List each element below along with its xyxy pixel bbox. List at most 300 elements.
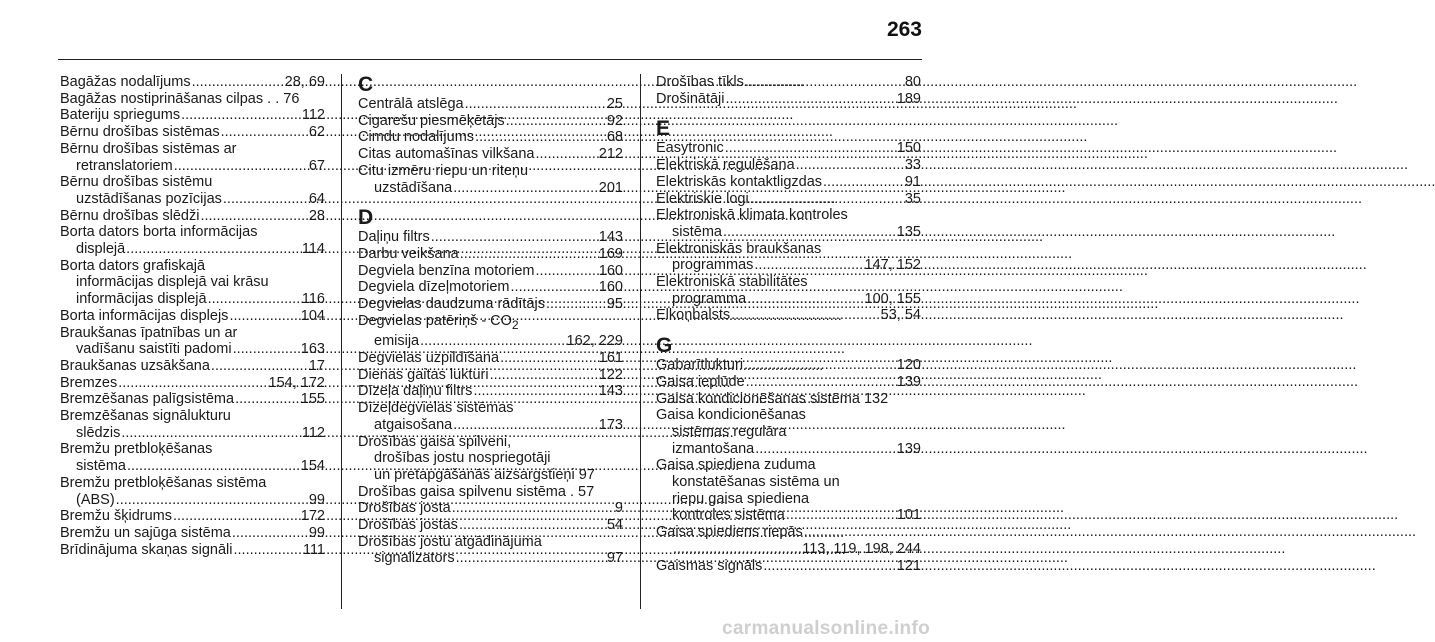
- index-entry-line: [358, 534, 623, 551]
- index-entry: [656, 524, 921, 557]
- index-entry-line: [60, 308, 325, 325]
- index-entry-line: [656, 457, 921, 474]
- index-section-letter: G: [656, 334, 673, 358]
- index-entry-line: [656, 224, 921, 241]
- index-entry-line: [60, 375, 325, 392]
- index-entry-text: vadīšanu saistīti padomi: [76, 341, 232, 358]
- index-entry-text: uzstādīšanas pozīcijas: [76, 190, 222, 207]
- index-entry-line: [358, 296, 623, 313]
- index-entry-text: un pretapgāšanās aizsargstieņi 97: [374, 466, 595, 483]
- page-reference: 160: [598, 262, 623, 279]
- index-entry: [656, 174, 921, 191]
- page-reference: 113, 119, 198, 244: [802, 540, 921, 557]
- index-entry-line: [358, 417, 623, 434]
- index-entry-line: [60, 274, 325, 291]
- page-reference: 173: [598, 416, 623, 433]
- page-reference: 28, 69: [284, 74, 325, 90]
- index-entry-text: Bremzēšanas palīgsistēma: [60, 391, 235, 408]
- index-entry-line: [60, 358, 325, 375]
- index-entry: [358, 534, 623, 567]
- dot-leader: [116, 492, 308, 509]
- index-entry-line: [60, 241, 325, 258]
- index-entry-text: sistēmas regulāra: [672, 423, 787, 440]
- page-reference: 68: [606, 129, 623, 146]
- index-entry-line: [60, 391, 325, 408]
- index-entry-text: Degvielas daudzuma rādītājs: [358, 296, 545, 313]
- index-entry-line: [358, 129, 623, 146]
- index-entry-text: Drošības gaisa spilveni,: [358, 433, 512, 450]
- index-entry: [60, 308, 325, 325]
- index-entry: [358, 500, 623, 517]
- dot-leader: [420, 333, 565, 350]
- index-entry-text: Bremžu un sajūga sistēma: [60, 524, 231, 541]
- index-entry-text: Daļiņu filtrs: [358, 229, 430, 246]
- index-entry-text: Bremžu pretbloķēšanas sistēma: [60, 474, 267, 491]
- index-entry-text: Elektriskie logi: [656, 190, 749, 207]
- index-entry-text: Gaisa kondicionēšanas sistēma 132: [656, 390, 889, 407]
- dot-leader: [174, 158, 308, 175]
- index-entry-line: [60, 425, 325, 442]
- index-entry-line: [358, 113, 623, 130]
- index-entry-line: [60, 174, 325, 191]
- page-reference: 25: [606, 96, 623, 112]
- index-entry-text: slēdzis: [76, 424, 121, 441]
- index-entry-line: [358, 550, 623, 567]
- index-column-2: [358, 74, 623, 567]
- index-entry-line: [358, 96, 623, 113]
- index-entry-line: [358, 333, 623, 350]
- index-entry: [656, 241, 921, 274]
- index-entry: [656, 374, 921, 391]
- index-entry-text: programma: [672, 290, 747, 307]
- page-reference: 67: [308, 157, 325, 174]
- index-entry: [656, 91, 921, 108]
- index-entry: [656, 191, 921, 208]
- index-entry-line: [656, 140, 921, 157]
- page-reference: 147, 152: [864, 257, 921, 274]
- index-entry-text: konstatēšanas sistēma un: [672, 474, 840, 491]
- index-entry-text: Drošības tīkls: [656, 74, 744, 90]
- index-entry-line: [656, 291, 921, 308]
- page-reference: 120: [896, 357, 921, 374]
- dot-leader: [232, 525, 308, 542]
- index-entry-text: emisija: [374, 333, 420, 350]
- index-entry-text: atgaisošana: [374, 416, 453, 433]
- page-reference: 122: [598, 366, 623, 383]
- index-entry-text: Borta informācijas displejs: [60, 307, 229, 324]
- index-entry: [358, 279, 623, 296]
- index-entry-line: [60, 441, 325, 458]
- page-reference: 35: [904, 190, 921, 207]
- index-entry-text: displejā: [76, 241, 126, 258]
- index-entry: [60, 224, 325, 257]
- index-entry: [60, 174, 325, 207]
- index-entry-text: (ABS): [76, 491, 115, 508]
- index-entry: [60, 408, 325, 441]
- index-entry: [656, 74, 921, 91]
- index-entry-text: Bagāžas nodalījums: [60, 74, 191, 90]
- index-entry-text: Gaisa spiediena zuduma: [656, 457, 816, 474]
- index-entry-text: uzstādīšana: [374, 179, 453, 196]
- index-entry-line: [358, 467, 623, 484]
- index-entry-line: [60, 542, 325, 559]
- index-entry: [656, 307, 921, 324]
- index-entry-line: [656, 257, 921, 274]
- index-entry-line: [656, 241, 921, 258]
- dot-leader: [223, 191, 308, 208]
- watermark: carmanualsonline.info: [722, 618, 930, 639]
- page-reference: 91: [904, 173, 921, 190]
- index-column-3: [656, 74, 921, 574]
- index-entry-line: [358, 400, 623, 417]
- page-reference: 54: [606, 517, 623, 534]
- index-entry-text: Dīzeļa daļiņu filtrs: [358, 383, 473, 400]
- column-divider: [341, 74, 342, 609]
- index-entry: [60, 74, 325, 91]
- page-reference: 95: [606, 296, 623, 313]
- page-reference: 143: [598, 383, 623, 400]
- index-entry-text: Bērnu drošības sistēmu: [60, 174, 213, 191]
- index-entry-text: Elektroniskās braukšanas: [656, 240, 822, 257]
- index-entry-line: [656, 374, 921, 391]
- dot-leader: [126, 241, 301, 258]
- index-entry-line: [656, 558, 921, 575]
- dot-leader: [192, 74, 284, 91]
- dot-leader: [233, 542, 301, 559]
- index-entry-line: [60, 325, 325, 342]
- page-reference: 53, 54: [880, 307, 921, 324]
- index-entry: [358, 146, 623, 163]
- index-entry: [358, 229, 623, 246]
- index-entry-line: [60, 124, 325, 141]
- index-entry: [60, 325, 325, 358]
- index-entry: [656, 407, 921, 457]
- index-entry-text: Darbu veikšana: [358, 245, 459, 262]
- page-reference: 135: [896, 223, 921, 240]
- dot-leader: [173, 508, 300, 525]
- index-entry-line: [358, 350, 623, 367]
- page-reference: 139: [896, 373, 921, 390]
- page-reference: 92: [606, 112, 623, 129]
- index-entry-text: Braukšanas uzsākšana: [60, 357, 210, 374]
- dot-leader: [746, 374, 896, 391]
- page-reference: 160: [598, 279, 623, 296]
- index-entry: [60, 91, 325, 108]
- page-reference: 100, 155: [864, 290, 921, 307]
- dot-leader: [211, 358, 308, 375]
- index-entry-line: [60, 158, 325, 175]
- index-entry-text: Drošības gaisa spilvenu sistēma . 57: [358, 483, 595, 500]
- index-entry-line: [60, 341, 325, 358]
- index-entry-line: [60, 191, 325, 208]
- page-reference: 154, 172: [268, 374, 325, 391]
- index-entry: [60, 525, 325, 542]
- index-entry: [60, 258, 325, 308]
- page-reference: 62: [308, 124, 325, 141]
- index-entry: [60, 542, 325, 559]
- page-reference: 9: [614, 500, 623, 517]
- index-entry-text: Degviela benzīna motoriem: [358, 262, 535, 279]
- index-entry: [358, 113, 623, 130]
- page-reference: 212: [598, 146, 623, 163]
- dot-leader: [121, 425, 301, 442]
- page-reference: 189: [896, 90, 921, 107]
- dot-leader: [221, 124, 308, 141]
- index-entry: [60, 141, 325, 174]
- index-entry-text: Gaisa kondicionēšanas: [656, 407, 806, 424]
- dot-leader: [763, 558, 895, 575]
- index-entry: [358, 129, 623, 146]
- index-entry: [60, 391, 325, 408]
- index-entry-line: [358, 229, 623, 246]
- column-divider: [640, 74, 641, 609]
- index-entry-line: [656, 274, 921, 291]
- index-entry: [358, 313, 623, 350]
- page-reference: 169: [598, 245, 623, 262]
- page-reference: 143: [598, 229, 623, 246]
- dot-leader: [546, 296, 606, 313]
- index-entry: [656, 357, 921, 374]
- index-section-letter: D: [358, 206, 374, 230]
- index-entry-line: [656, 441, 921, 458]
- index-entry-line: [60, 91, 325, 108]
- dot-leader: [459, 517, 606, 534]
- dot-leader: [725, 140, 896, 157]
- index-entry-text: Centrālā atslēga: [358, 96, 464, 112]
- dot-leader: [453, 180, 598, 197]
- page-reference: 112: [301, 107, 325, 124]
- index-entry-text: riepu gaisa spiediena: [672, 490, 810, 507]
- index-entry-line: [358, 500, 623, 517]
- dot-leader: [127, 458, 300, 475]
- dot-leader: [475, 129, 606, 146]
- dot-leader: [208, 291, 301, 308]
- index-entry: [358, 484, 623, 501]
- dot-leader: [755, 441, 896, 458]
- index-entry-line: [60, 224, 325, 241]
- index-entry-text: Degvielas patēriņš - $CO_2$: [358, 312, 519, 332]
- dot-leader: [233, 341, 300, 358]
- index-entry: [656, 274, 921, 307]
- dot-leader: [235, 391, 300, 408]
- dot-leader: [490, 367, 598, 384]
- index-entry-line: [60, 291, 325, 308]
- dot-leader: [118, 375, 267, 392]
- index-entry-line: [656, 157, 921, 174]
- index-entry-line: [656, 307, 921, 324]
- page-reference: 139: [896, 440, 921, 457]
- index-entry-line: [60, 475, 325, 492]
- index-entry: [656, 558, 921, 575]
- index-entry-line: [358, 263, 623, 280]
- index-entry-text: sistēma: [76, 458, 126, 475]
- index-entry-line: [656, 491, 921, 508]
- index-entry-text: Cimdu nodalījums: [358, 129, 475, 146]
- index-entry-line: [656, 74, 921, 91]
- index-entry: [358, 383, 623, 400]
- dot-leader: [796, 157, 904, 174]
- index-entry-line: [656, 524, 921, 541]
- index-entry: [60, 375, 325, 392]
- dot-leader: [673, 541, 801, 558]
- subscript: 2: [511, 317, 519, 332]
- dot-leader: [726, 91, 896, 108]
- index-entry-text: Drošības josta: [358, 500, 451, 517]
- index-entry: [60, 107, 325, 124]
- page-reference: 17: [308, 357, 325, 374]
- index-entry: [60, 441, 325, 474]
- dot-leader: [723, 224, 896, 241]
- index-entry-text: Elektriskā regulēšana: [656, 157, 795, 174]
- page-reference: 201: [598, 179, 623, 196]
- index-entry-text: sistēma: [672, 223, 722, 240]
- page-reference: 163: [300, 341, 325, 358]
- index-entry-text: Citas automašīnas vilkšana: [358, 146, 535, 163]
- index-entry-text: Drošinātāji: [656, 90, 725, 107]
- dot-leader: [744, 357, 896, 374]
- dot-leader: [465, 96, 606, 113]
- index-entry: [358, 263, 623, 280]
- page-number: 263: [886, 18, 922, 41]
- index-entry-line: [358, 484, 623, 501]
- index-entry-line: [60, 458, 325, 475]
- index-entry-line: [656, 474, 921, 491]
- index-entry: [358, 517, 623, 534]
- index-entry-text: Gabarītlukturi: [656, 357, 744, 374]
- index-entry-line: [656, 191, 921, 208]
- dot-leader: [506, 113, 606, 130]
- index-entry-text: Bremzēšanas signālukturu: [60, 408, 231, 425]
- page-reference: 33: [904, 157, 921, 174]
- index-entry-line: [656, 507, 921, 524]
- dot-leader: [181, 107, 301, 124]
- dot-leader: [754, 257, 863, 274]
- index-entry-line: [358, 367, 623, 384]
- index-entry: [656, 157, 921, 174]
- index-entry-text: Citu izmēru riepu un riteņu: [358, 162, 529, 179]
- index-entry-text: Gaismas signāls: [656, 557, 763, 574]
- index-entry-line: [358, 246, 623, 263]
- dot-leader: [511, 279, 598, 296]
- page-reference: 162, 229: [566, 333, 623, 350]
- index-entry-line: [60, 525, 325, 542]
- index-entry-line: [358, 279, 623, 296]
- index-entry: [656, 140, 921, 157]
- index-entry-line: [60, 74, 325, 91]
- dot-leader: [745, 74, 904, 91]
- index-entry: [358, 246, 623, 263]
- index-entry: [656, 391, 921, 408]
- index-entry-text: Easytronic: [656, 140, 724, 157]
- index-entry: [656, 207, 921, 240]
- dot-leader: [460, 246, 598, 263]
- dot-leader: [750, 191, 904, 208]
- dot-leader: [200, 208, 307, 225]
- page-reference: 64: [308, 190, 325, 207]
- index-entry-line: [656, 407, 921, 424]
- index-entry-text: Bagāžas nostiprināšanas cilpas . . 76: [60, 90, 300, 107]
- index-entry-line: [60, 208, 325, 225]
- page-reference: 101: [896, 507, 921, 524]
- index-entry-text: Dīzeļdegvielas sistēmas: [358, 400, 514, 417]
- index-entry-line: [60, 408, 325, 425]
- page-reference: 116: [301, 291, 325, 308]
- index-entry-text: Elkoņbalsts: [656, 307, 731, 324]
- index-entry-text: Elektriskās kontaktligzdas: [656, 173, 823, 190]
- index-entry-text: Brīdinājuma skaņas signāli: [60, 541, 233, 558]
- index-entry: [358, 163, 623, 196]
- index-entry-line: [358, 450, 623, 467]
- index-entry-text: informācijas displejā vai krāsu: [76, 274, 269, 291]
- index-entry: [60, 475, 325, 508]
- index-entry-line: [656, 391, 921, 408]
- index-entry-line: [60, 107, 325, 124]
- index-entry-text: Borta dators borta informācijas: [60, 224, 258, 241]
- page-reference: 97: [606, 550, 623, 567]
- page-reference: 161: [598, 350, 623, 367]
- index-column-1: [60, 74, 325, 558]
- page-reference: 150: [896, 140, 921, 157]
- index-entry-text: Gaisa spiediens riepās: [656, 524, 803, 541]
- index-entry: [656, 457, 921, 524]
- index-entry-text: Bremžu šķidrums: [60, 508, 172, 525]
- index-entry-line: [656, 91, 921, 108]
- dot-leader: [452, 500, 614, 517]
- index-entry-line: [60, 508, 325, 525]
- index-entry-text: Bērnu drošības sistēmas ar: [60, 140, 237, 157]
- index-entry: [60, 508, 325, 525]
- dot-leader: [731, 307, 880, 324]
- index-entry-text: Braukšanas īpatnības un ar: [60, 324, 238, 341]
- dot-leader: [536, 146, 598, 163]
- index-entry-text: Elektroniskā klimata kontroles: [656, 207, 848, 224]
- dot-leader: [823, 174, 904, 191]
- dot-leader: [500, 350, 598, 367]
- page-reference: 155: [300, 391, 325, 408]
- index-entry-text: izmantošana: [672, 440, 755, 457]
- index-entry-line: [656, 541, 921, 558]
- page-reference: 114: [301, 241, 325, 258]
- index-entry-line: [358, 434, 623, 451]
- dot-leader: [804, 524, 920, 541]
- dot-leader: [453, 417, 598, 434]
- dot-leader: [536, 263, 598, 280]
- index-entry: [60, 124, 325, 141]
- index-entry-text: Bremzes: [60, 374, 118, 391]
- index-entry-line: [656, 207, 921, 224]
- page-reference: 28: [308, 207, 325, 224]
- index-entry-line: [358, 163, 623, 180]
- index-entry-text: Drošības jostas: [358, 517, 458, 534]
- index-entry-text: Bērnu drošības sistēmas: [60, 124, 220, 141]
- index-entry-line: [656, 357, 921, 374]
- index-entry: [358, 96, 623, 113]
- index-entry-line: [358, 383, 623, 400]
- page-reference: 80: [904, 74, 921, 90]
- index-entry-line: [358, 146, 623, 163]
- index-entry-text: retranslatoriem: [76, 157, 173, 174]
- index-entry-text: Elektroniskā stabilitātes: [656, 274, 808, 291]
- index-entry-line: [60, 492, 325, 509]
- dot-leader: [456, 550, 606, 567]
- dot-leader: [786, 507, 896, 524]
- index-entry-text: Degvielas uzpildīšana: [358, 350, 500, 367]
- index-entry-text: Bateriju spriegums: [60, 107, 181, 124]
- page-reference: 99: [308, 491, 325, 508]
- index-entry-text: Gaisa ieplūde: [656, 373, 745, 390]
- dot-leader: [747, 291, 863, 308]
- index-entry-text: drošības jostu nospriegotāji: [374, 450, 551, 467]
